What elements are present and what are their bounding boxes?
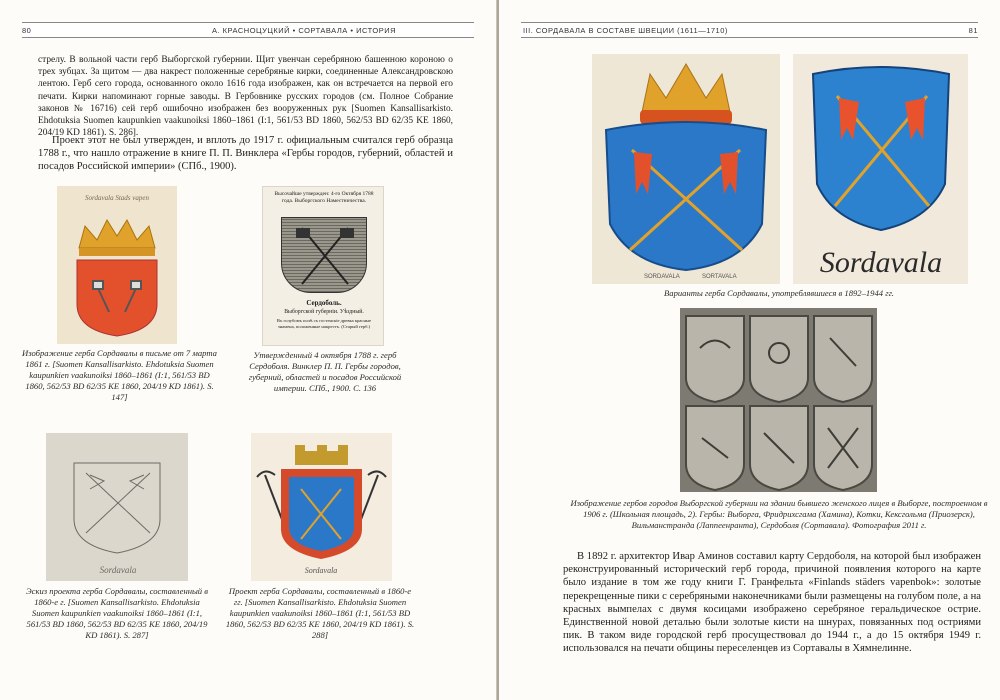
relief-photo [680,308,877,492]
figure-3-label: Sordavala [99,565,137,575]
left-page-number: 80 [22,26,32,35]
right-page-number: 81 [968,26,978,35]
relief-photo-caption: Изображение гербов городов Выборгской губернии на здании бывшего женского лицея в Выборге, построенном в 1906 г. (Школьная площадь, 2). Гербы: Выборга, Фридрихсгама (Хамина), Котки, Кексгольма (Приозерск), Вильманстранда (Лаппеенранта), Сердоболя (Сортавала). Фотография 2011 г. [570,498,988,530]
figure-1-caption: Изображение герба Сордавалы в письме от 7 марта 1861 г. [Suomen Kansallisarkisto. Ehdotuksia Suomen kaupunkien vaakunoiksi 1860–1861 (I:1, 561/53 BD 1860, 562/53 BD 62/35 KE 1860, 204/19 KD 1861). S. 147] [22,348,217,402]
figure-4-label: Sordavala [304,566,338,575]
blue-shield-icon [606,122,766,270]
grey-shield-icon [281,217,367,293]
left-paragraph-2: Проект этот не был утвержден, и вплоть до 1917 г. официальным считался герб образца 1788 г., что нашло отражение в книге П. П. Винклера «Гербы городов, губерний, областей и посадов Российской империи» (СПб., 1900). [38,135,453,172]
right-page [499,0,1000,700]
right-running-header [521,22,978,38]
figure-1-image [57,186,177,344]
figure-ab-caption: Варианты герба Сордавалы, употреблявшиеся в 1892–1944 гг. [664,288,894,298]
figure-2-doc-top: Высочайше утвержден: 4-го Октября 1788 года. Выборгского Наместничества. [274,191,374,204]
left-paragraph-1: стрелу. В вольной части герб Выборгской губернии. Щит увенчан серебряною башенною короною о трех зубцах. За щитом — два накрест положенные серебряные кирки, соединенные Александровскою лентою. Герб сего города, основанного около 1616 года изображен, как он встречается на первой его печати. Кирки напоминают горные заводы. В Гербовнике русских городов (см. Полное Собрание законов № 16716) сей герб ошибочно изображен без вооруженных рук [Suomen Kansallisarkisto. Ehdotuksia Suomen kaupunkien vaakunoiksi 1860–1861 (I:1, 561/53 BD 1860, 562/53 BD 62/35 KE 1860, 204/19 KD 1861). S. 286]. [38,55,453,139]
tower-crown-icon [295,445,348,465]
figure-2-doc-sub: Выборгской губернiи. Уѣздный. [284,309,364,315]
figure-3-image [46,433,188,581]
red-shield-icon [77,260,157,336]
relief-shield-2 [750,316,808,402]
figure-b-image [793,54,968,284]
right-header-title: III. СОРДАВАЛА В СОСТАВЕ ШВЕЦИИ (1611—1710) [523,26,728,35]
figure-b-label: Sordavala [819,246,943,279]
figure-2-caption: Утвержденный 4 октября 1788 г. герб Сердоболя. Винклер П. П. Гербы городов, губерний, областей и посадов Российской империи. СПб., 1900. С. 136 [248,350,402,393]
figure-4-image [251,433,392,581]
left-running-header [22,22,474,38]
relief-shield-1 [686,316,744,402]
figure-a-label-right: SORTAVALA [702,274,737,280]
figure-1-label: Sordavala Stads vapen [85,194,149,202]
figure-4-caption: Проект герба Сордавалы, составленный в 1860-е гг. [Suomen Kansallisarkisto. Ehdotuksia Suomen kaupunkien vaakunoiksi 1860–1861 (I:1, 561/53 BD 1860, 562/53 BD 62/35 KE 1860, 204/19 KD 1861). S. 288] [225,586,415,640]
crown-icon [640,64,732,124]
figure-a-image [592,54,780,284]
figure-a-label-left: SORDAVALA [644,274,680,280]
figure-3-caption: Эскиз проекта герба Сордавалы, составленный в 1860-е г. [Suomen Kansallisarkisto. Ehdotuksia Suomen kaupunkien vaakunoiksi 1860–1861 (I:1, 561/53 BD 1860, 562/53 BD 62/35 KE 1860, 204/19 KD 1861). S. 287] [26,586,208,640]
figure-2-doc-small: Въ голубомъ полѣ съ гостенскіе древка красные знамена, положенные накрестъ. (Старый герб.) [276,318,372,329]
sketch-shield-icon [74,463,160,553]
crown-icon [79,220,155,256]
left-page [0,0,497,700]
right-paragraph: В 1892 г. архитектор Ивар Аминов составил карту Сердоболя, на которой был изображен реконструированный исторический герб города, причиной появления которого на карте было издание в том же году книги Г. Гранфельта «Finlands städers vapenbok»: золотые перекрещенные пики с серебряными наконечниками были размещены на голубом поле, а на красных вымпелах с двумя косицами изображено серебряное геральдическое острие. Единственной новой деталью были золотые кисти на шнурах, повязанных под остриями пик. В таком виде городской герб просуществовал до 1944 г., а до 15 октября 1949 г. использовался на печати общины переселенцев из Сортавалы в Хямнелинне. [563,551,981,655]
figure-2-image [262,186,384,346]
left-header-title: А. КРАСНОЦУЦКИЙ • СОРТАВАЛА • ИСТОРИЯ [212,26,397,35]
relief-shield-3 [814,316,872,402]
figure-2-doc-title: Сердоболь. [306,299,342,307]
